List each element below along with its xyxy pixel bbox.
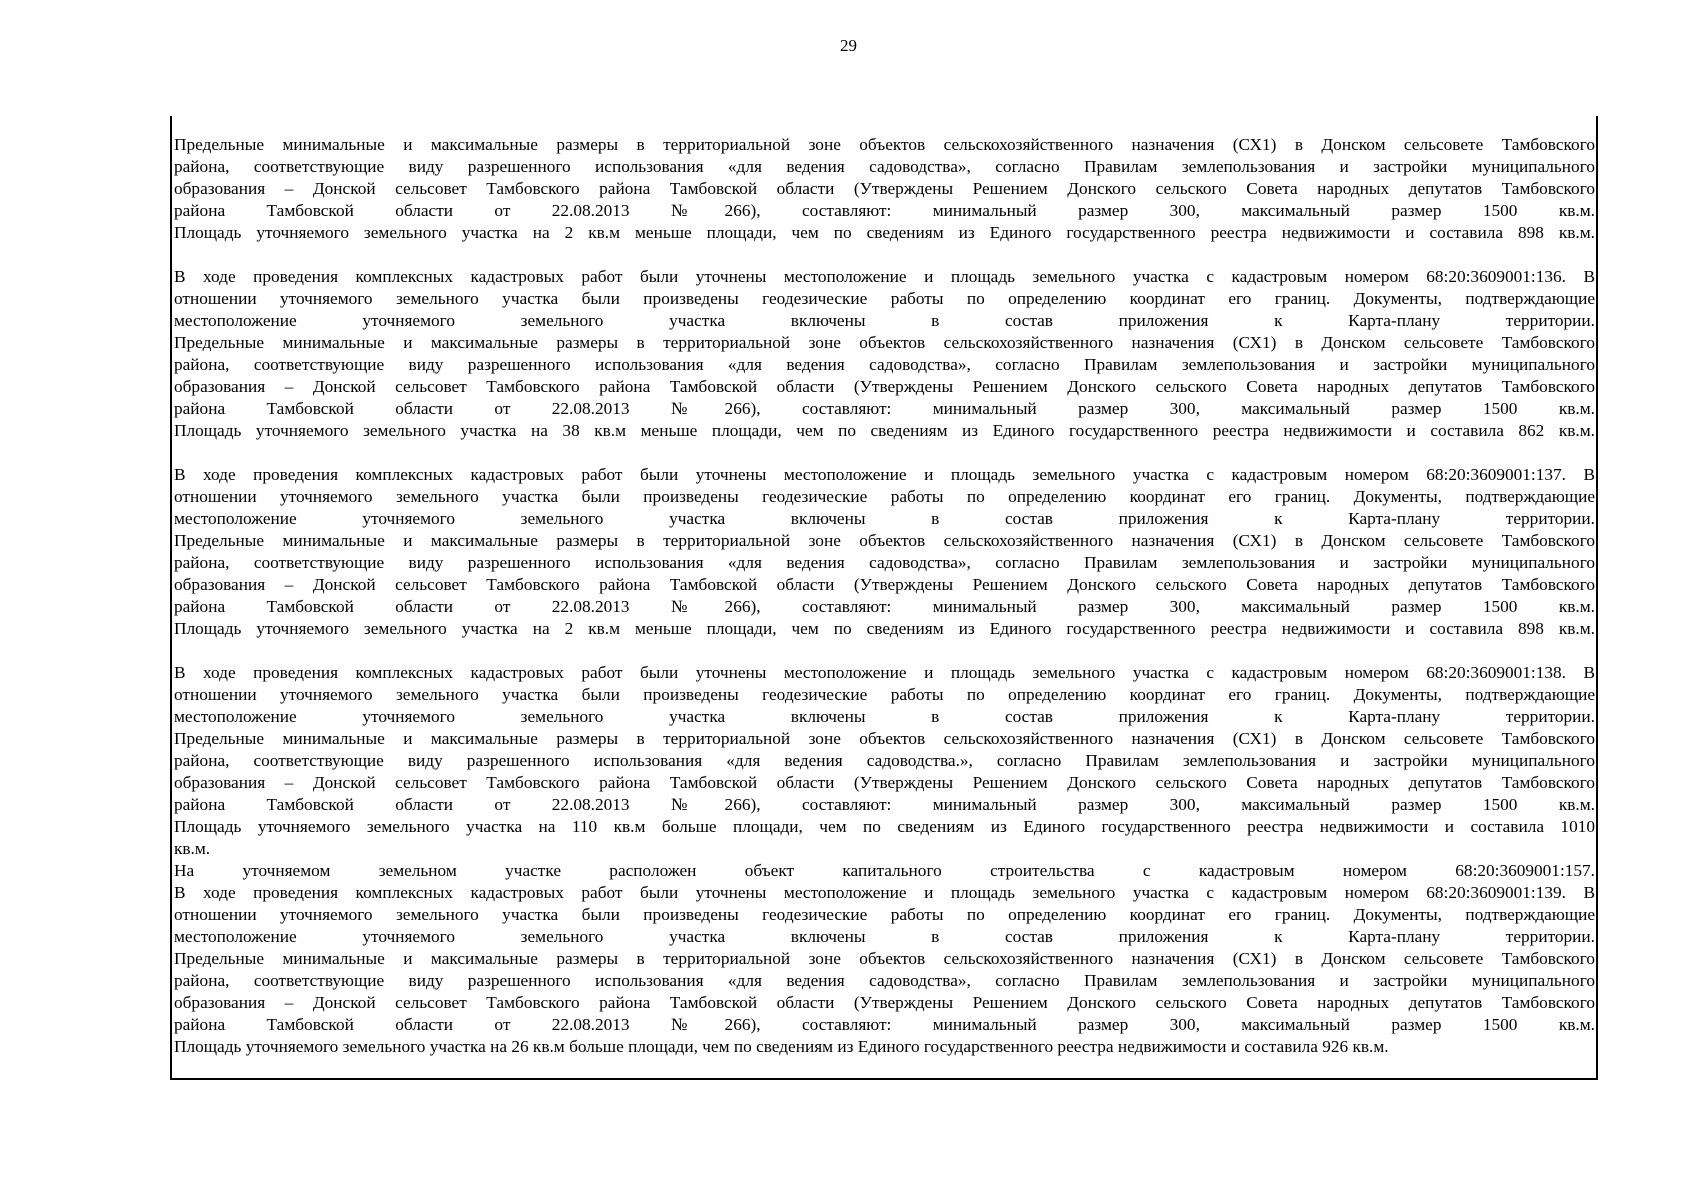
text-line: В ходе проведения комплексных кадастровых работ были уточнены местоположение и площадь земельного участка с кадастровым номером 68:20:3609001:139. В [174,883,1595,902]
document-content [174,134,1595,1080]
text-line: района Тамбовской области от 22.08.2013 №266), составляют: минимальный размер 300, максимальный размер 1500 кв.м. [174,1015,1595,1034]
text-line: В ходе проведения комплексных кадастровых работ были уточнены местоположение и площадь земельного участка с кадастровым номером 68:20:3609001:138. В [174,663,1595,682]
text-line: отношении уточняемого земельного участка были произведены геодезические работы по определению координат его границ. Документы, подтверждающие [174,905,1595,924]
text-line: образования – Донской сельсовет Тамбовского района Тамбовской области (Утверждены Решением Донского сельского Совета народных депутатов Тамбовского [174,179,1595,198]
text-line: На уточняемом земельном участке расположен объект капитального строительства с кадастровым номером 68:20:3609001:157. [174,861,1595,880]
text-line: образования – Донской сельсовет Тамбовского района Тамбовской области (Утверждены Решением Донского сельского Совета народных депутатов Тамбовского [174,377,1595,396]
text-line: Площадь уточняемого земельного участка на 38 кв.м меньше площади, чем по сведениям из Единого государственного реестра недвижимости и составила 862 кв.м. [174,421,1595,440]
text-line: отношении уточняемого земельного участка были произведены геодезические работы по определению координат его границ. Документы, подтверждающие [174,685,1595,704]
text-line: В ходе проведения комплексных кадастровых работ были уточнены местоположение и площадь земельного участка с кадастровым номером 68:20:3609001:136. В [174,267,1595,286]
text-line: образования – Донской сельсовет Тамбовского района Тамбовской области (Утверждены Решением Донского сельского Совета народных депутатов Тамбовского [174,575,1595,594]
text-block [174,464,1595,640]
text-line: района, соответствующие виду разрешенного использования «для ведения садоводства», согласно Правилам землепользования и застройки муниципального [174,355,1595,374]
text-line: Предельные минимальные и максимальные размеры в территориальной зоне объектов сельскохозяйственного назначения (СХ1) в Донском сельсовете Тамбовского [174,333,1595,352]
text-line: местоположение уточняемого земельного участка включены в состав приложения к Карта-плану территории. [174,311,1595,330]
text-line: отношении уточняемого земельного участка были произведены геодезические работы по определению координат его границ. Документы, подтверждающие [174,289,1595,308]
text-line: образования – Донской сельсовет Тамбовского района Тамбовской области (Утверждены Решением Донского сельского Совета народных депутатов Тамбовского [174,773,1595,792]
text-line: кв.м. [174,839,211,858]
text-block [174,134,1595,244]
text-line: Предельные минимальные и максимальные размеры в территориальной зоне объектов сельскохозяйственного назначения (СХ1) в Донском сельсовете Тамбовского [174,949,1595,968]
text-block [174,266,1595,442]
text-line: В ходе проведения комплексных кадастровых работ были уточнены местоположение и площадь земельного участка с кадастровым номером 68:20:3609001:137. В [174,465,1595,484]
text-block [174,662,1595,1058]
text-line: района, соответствующие виду разрешенного использования «для ведения садоводства», согласно Правилам землепользования и застройки муниципального [174,553,1595,572]
text-line: отношении уточняемого земельного участка были произведены геодезические работы по определению координат его границ. Документы, подтверждающие [174,487,1595,506]
text-line: района Тамбовской области от 22.08.2013 №266), составляют: минимальный размер 300, максимальный размер 1500 кв.м. [174,795,1595,814]
text-line: Предельные минимальные и максимальные размеры в территориальной зоне объектов сельскохозяйственного назначения (СХ1) в Донском сельсовете Тамбовского [174,729,1595,748]
text-line: района, соответствующие виду разрешенного использования «для ведения садоводства.», согласно Правилам землепользования и застройки муниципального [174,751,1595,770]
page-number: 29 [840,36,857,55]
text-line: района, соответствующие виду разрешенного использования «для ведения садоводства», согласно Правилам землепользования и застройки муниципального [174,157,1595,176]
text-line: Площадь уточняемого земельного участка на 2 кв.м меньше площади, чем по сведениям из Единого государственного реестра недвижимости и составила 898 кв.м. [174,619,1595,638]
text-line: района, соответствующие виду разрешенного использования «для ведения садоводства», согласно Правилам землепользования и застройки муниципального [174,971,1595,990]
text-line: местоположение уточняемого земельного участка включены в состав приложения к Карта-плану территории. [174,707,1595,726]
text-line: образования – Донской сельсовет Тамбовского района Тамбовской области (Утверждены Решением Донского сельского Совета народных депутатов Тамбовского [174,993,1595,1012]
text-line: Площадь уточняемого земельного участка на 26 кв.м больше площади, чем по сведениям из Единого государственного реестра недвижимости и составила 926 кв.м. [174,1037,1389,1056]
text-line: Предельные минимальные и максимальные размеры в территориальной зоне объектов сельскохозяйственного назначения (СХ1) в Донском сельсовете Тамбовского [174,135,1595,154]
text-line: района Тамбовской области от 22.08.2013 №266), составляют: минимальный размер 300, максимальный размер 1500 кв.м. [174,597,1595,616]
text-line: Площадь уточняемого земельного участка на 110 кв.м больше площади, чем по сведениям из Единого государственного реестра недвижимости и составила 1010 [174,817,1595,836]
text-line: района Тамбовской области от 22.08.2013 №266), составляют: минимальный размер 300, максимальный размер 1500 кв.м. [174,201,1595,220]
text-line: Площадь уточняемого земельного участка на 2 кв.м меньше площади, чем по сведениям из Единого государственного реестра недвижимости и составила 898 кв.м. [174,223,1595,242]
text-line: местоположение уточняемого земельного участка включены в состав приложения к Карта-плану территории. [174,927,1595,946]
text-line: местоположение уточняемого земельного участка включены в состав приложения к Карта-плану территории. [174,509,1595,528]
text-line: Предельные минимальные и максимальные размеры в территориальной зоне объектов сельскохозяйственного назначения (СХ1) в Донском сельсовете Тамбовского [174,531,1595,550]
text-line: района Тамбовской области от 22.08.2013 №266), составляют: минимальный размер 300, максимальный размер 1500 кв.м. [174,399,1595,418]
